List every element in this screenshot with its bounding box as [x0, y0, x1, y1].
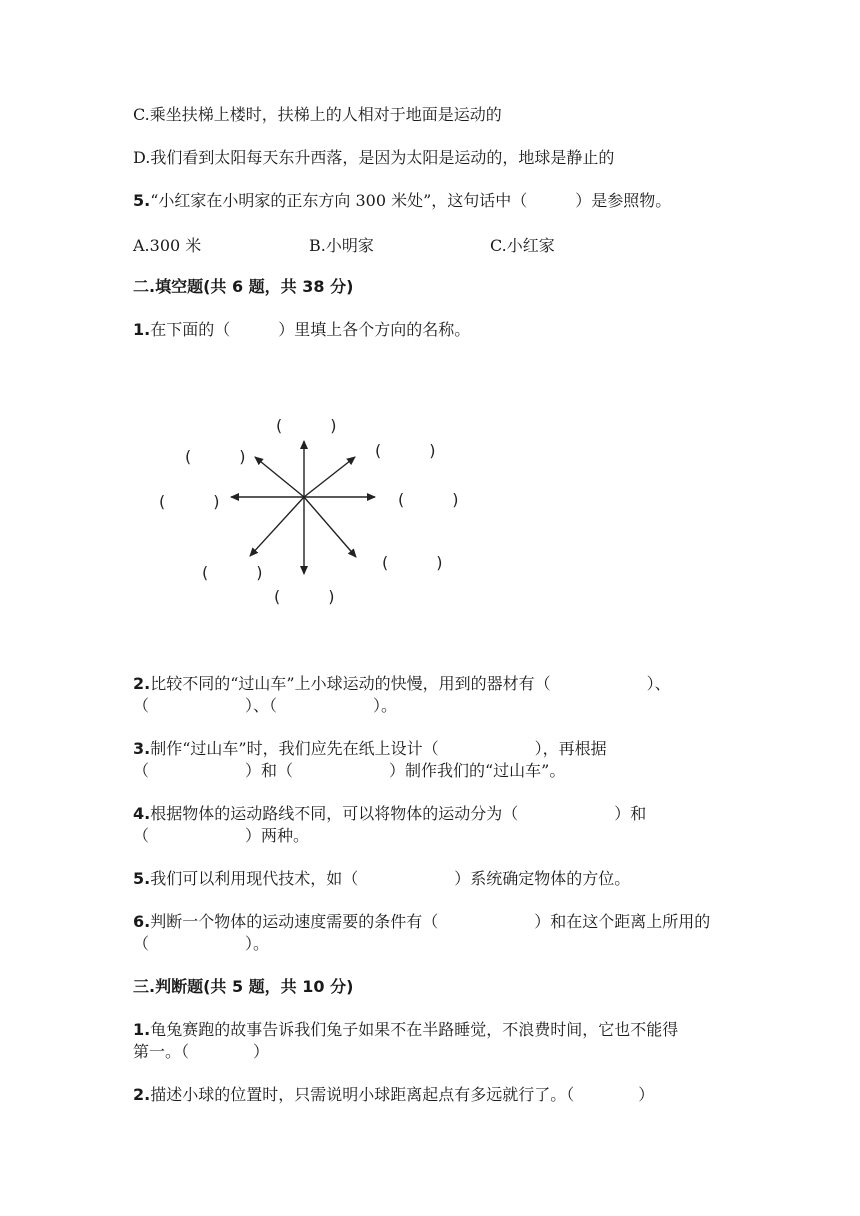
blank-northeast: ( )	[375, 441, 436, 460]
fill-question-6-line2: （ ）。	[133, 934, 270, 953]
judge-question-1	[133, 1019, 678, 1041]
judge-question-1-line2: 第一。（ ）	[133, 1042, 270, 1061]
blank-southeast: ( )	[382, 553, 443, 572]
question-number: 5.	[133, 191, 151, 210]
blank-south: ( )	[274, 587, 335, 606]
section-heading-true-false: 三.判断题(共 5 题，共 10 分)	[133, 977, 354, 996]
section-heading-fill-blanks: 二.填空题(共 6 题，共 38 分)	[133, 277, 354, 296]
blank-west: ( )	[159, 492, 220, 511]
blank-southwest: ( )	[202, 563, 263, 582]
question-text: 描述小球的位置时，只需说明小球距离起点有多远就行了。（ ）	[150, 1085, 655, 1104]
fill-question-5	[133, 868, 630, 890]
blank-north: ( )	[276, 416, 337, 435]
fill-question-2	[133, 673, 671, 695]
blank-northwest: ( )	[185, 447, 246, 466]
question-text: “小红家在小明家的正东方向 300 米处”，这句话中（ ）是参照物。	[150, 191, 672, 210]
question-number: 2.	[133, 674, 151, 693]
arrow-northwest	[255, 457, 304, 497]
judge-question-2	[133, 1084, 654, 1106]
blank-east: ( )	[398, 490, 459, 509]
arrow-southeast	[304, 497, 356, 557]
question-text-line1: 比较不同的“过山车”上小球运动的快慢，用到的器材有（ ）、	[150, 674, 671, 693]
question-4-option-d: D.我们看到太阳每天东升西落，是因为太阳是运动的，地球是静止的	[133, 148, 615, 167]
q5-option-a: A.300 米	[133, 236, 202, 255]
fill-question-4	[133, 803, 646, 825]
question-number: 5.	[133, 869, 151, 888]
question-number: 3.	[133, 739, 151, 758]
question-text: 在下面的（ ）里填上各个方向的名称。	[150, 320, 471, 339]
arrow-southwest	[250, 497, 304, 556]
fill-question-3	[133, 738, 607, 760]
question-text: 我们可以利用现代技术，如（ ）系统确定物体的方位。	[150, 869, 631, 888]
question-text-line1: 判断一个物体的运动速度需要的条件有（ ）和在这个距离上所用的	[150, 912, 711, 931]
fill-question-4-line2: （ ）两种。	[133, 826, 310, 845]
question-text-line1: 制作“过山车”时，我们应先在纸上设计（ ），再根据	[150, 739, 607, 758]
question-4-option-c: C.乘坐扶梯上楼时，扶梯上的人相对于地面是运动的	[133, 105, 502, 124]
q5-option-b: B.小明家	[309, 236, 374, 255]
question-number: 6.	[133, 912, 151, 931]
question-number: 4.	[133, 804, 151, 823]
q5-option-c: C.小红家	[490, 236, 555, 255]
question-number: 1.	[133, 320, 151, 339]
arrow-northeast	[304, 457, 355, 497]
question-text-line1: 龟兔赛跑的故事告诉我们兔子如果不在半路睡觉，不浪费时间，它也不能得	[150, 1020, 679, 1039]
question-text-line1: 根据物体的运动路线不同，可以将物体的运动分为（ ）和	[150, 804, 647, 823]
question-number: 1.	[133, 1020, 151, 1039]
fill-question-6	[133, 911, 710, 933]
fill-question-3-line2: （ ）和（ ）制作我们的“过山车”。	[133, 761, 566, 780]
fill-question-2-line2: （ ）、（ ）。	[133, 696, 398, 715]
question-number: 2.	[133, 1085, 151, 1104]
